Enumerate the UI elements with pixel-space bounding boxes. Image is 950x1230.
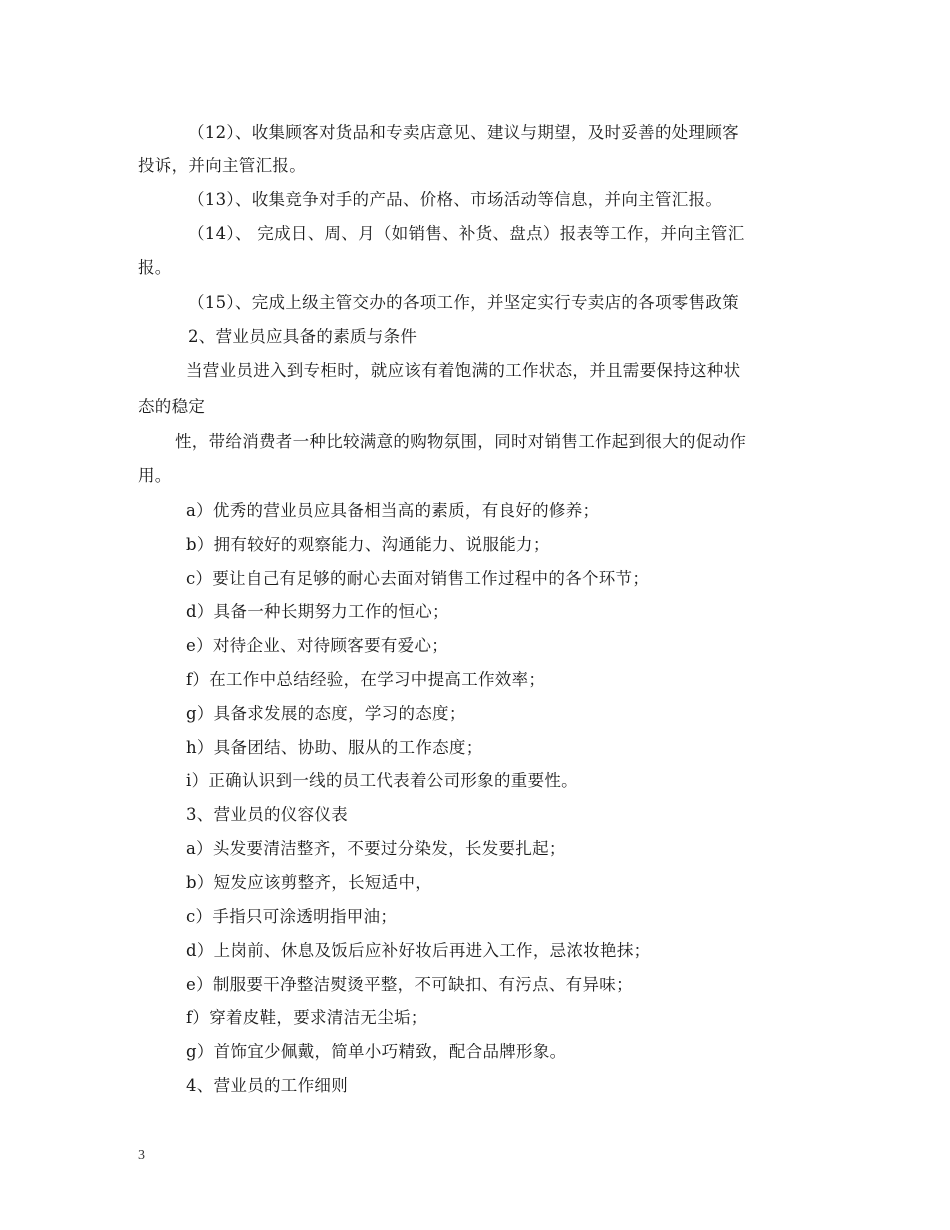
text-line: （13）、收集竞争对手的产品、价格、市场活动等信息，并向主管汇报。	[188, 190, 723, 209]
text-line: 报。	[138, 258, 172, 277]
list-item: b）短发应该剪整齐，长短适中，	[186, 873, 433, 892]
section-heading: 3、营业员的仪容仪表	[186, 805, 348, 824]
text-line: （12）、收集顾客对货品和专卖店意见、建议与期望，及时妥善的处理顾客	[188, 123, 739, 142]
text-line: 性，带给消费者一种比较满意的购物氛围，同时对销售工作起到很大的促动作	[175, 432, 747, 451]
list-item: c）手指只可涂透明指甲油；	[186, 907, 398, 926]
list-item: d）上岗前、休息及饭后应补好妆后再进入工作，忌浓妆艳抹；	[186, 941, 651, 960]
text-line: （15）、完成上级主管交办的各项工作，并坚定实行专卖店的各项零售政策	[188, 293, 739, 312]
page-number: 3	[138, 1148, 145, 1163]
list-item: d）具备一种长期努力工作的恒心；	[186, 602, 449, 621]
list-item: e）制服要干净整洁熨烫平整，不可缺扣、有污点、有异味；	[186, 975, 633, 994]
list-item: c）要让自己有足够的耐心去面对销售工作过程中的各个环节；	[186, 569, 650, 588]
text-line: 用。	[138, 466, 172, 485]
list-item: a）优秀的营业员应具备相当高的素质，有良好的修养；	[186, 501, 600, 520]
text-line: 态的稳定	[138, 397, 206, 416]
section-heading: 4、营业员的工作细则	[186, 1076, 348, 1095]
list-item: g）首饰宜少佩戴，简单小巧精致，配合品牌形象。	[186, 1042, 567, 1061]
list-item: f）在工作中总结经验，在学习中提高工作效率；	[186, 670, 546, 689]
list-item: h）具备团结、协助、服从的工作态度；	[186, 738, 483, 757]
list-item: e）对待企业、对待顾客要有爱心；	[186, 636, 449, 655]
text-line: 当营业员进入到专柜时，就应该有着饱满的工作状态，并且需要保持这种状	[186, 361, 741, 380]
list-item: g）具备求发展的态度，学习的态度；	[186, 704, 466, 723]
section-heading: 2、营业员应具备的素质与条件	[188, 327, 418, 346]
text-line: （14）、 完成日、周、月（如销售、补货、盘点）报表等工作，并向主管汇	[188, 224, 745, 243]
list-item: b）拥有较好的观察能力、沟通能力、说服能力；	[186, 535, 550, 554]
list-item: f）穿着皮鞋，要求清洁无尘垢；	[186, 1008, 428, 1027]
list-item: i）正确认识到一线的员工代表着公司形象的重要性。	[186, 771, 578, 790]
list-item: a）头发要清洁整齐，不要过分染发，长发要扎起；	[186, 839, 566, 858]
text-line: 投诉，并向主管汇报。	[138, 156, 306, 175]
